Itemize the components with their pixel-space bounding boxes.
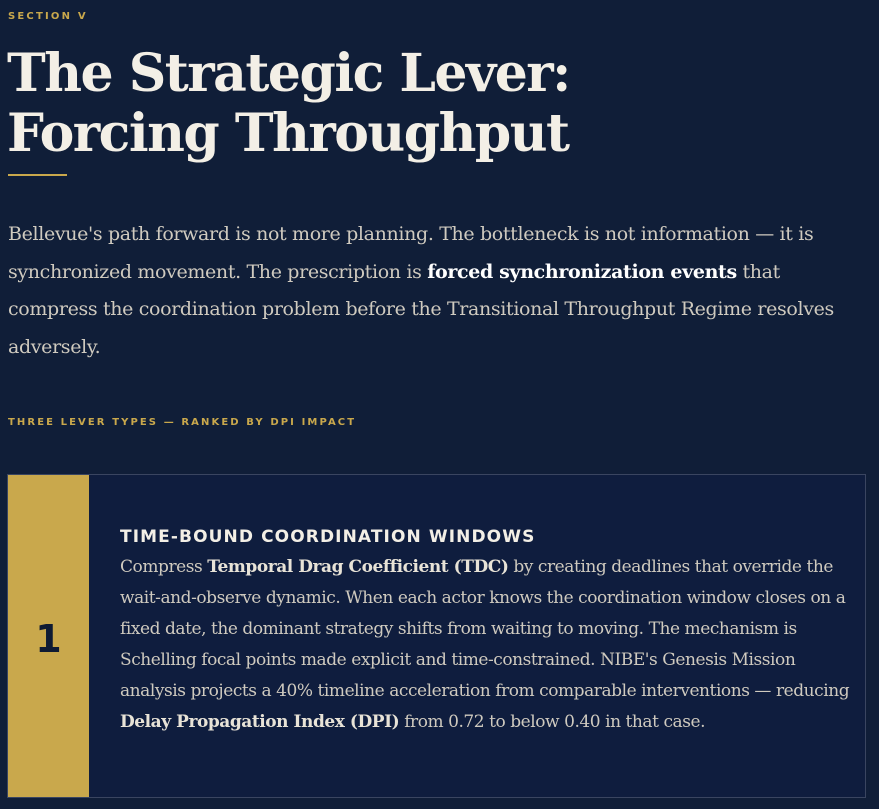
page-title	[7, 44, 570, 164]
intro-emphasis: forced synchronization events	[427, 260, 737, 283]
page-title-line-1: The Strategic Lever:	[7, 43, 570, 104]
lever-body-part-2: by creating deadlines that override the wait-and-observe dynamic. When each actor knows the coordination window closes on a fixed date, the dominant strategy shifts from waiting to moving. The mechanism is Schelling focal points made explicit and time-constrained. NIBE's Genesis Mission analysis projects a 40% timeline acceleration from comparable interventions — reducing	[120, 557, 850, 701]
lever-rank-number: 1	[35, 617, 62, 661]
lever-term-tdc: Temporal Drag Coefficient (TDC)	[207, 557, 509, 577]
intro-text-start: Bellevue's path forward is not more planning. The bottleneck is not information — it is synchronized movement. The prescription is	[8, 223, 814, 283]
intro-text-end: that compress the coordination problem before the Transitional Throughput Regime resolves adversely.	[8, 260, 834, 358]
page-title-line-2: Forcing Throughput	[7, 103, 569, 164]
lever-rank-block	[8, 475, 89, 797]
lever-body-part-1: Compress	[120, 557, 208, 577]
lever-title: TIME-BOUND COORDINATION WINDOWS	[120, 527, 536, 548]
intro-paragraph	[8, 216, 868, 366]
lever-body-part-3: from 0.72 to below 0.40 in that case.	[399, 712, 706, 732]
section-label: SECTION V	[8, 11, 88, 22]
lever-types-label: THREE LEVER TYPES — RANKED BY DPI IMPACT	[8, 417, 357, 428]
lever-card-1	[7, 474, 866, 798]
lever-term-dpi: Delay Propagation Index (DPI)	[120, 712, 400, 732]
lever-description	[120, 552, 850, 738]
title-underline	[8, 174, 67, 176]
